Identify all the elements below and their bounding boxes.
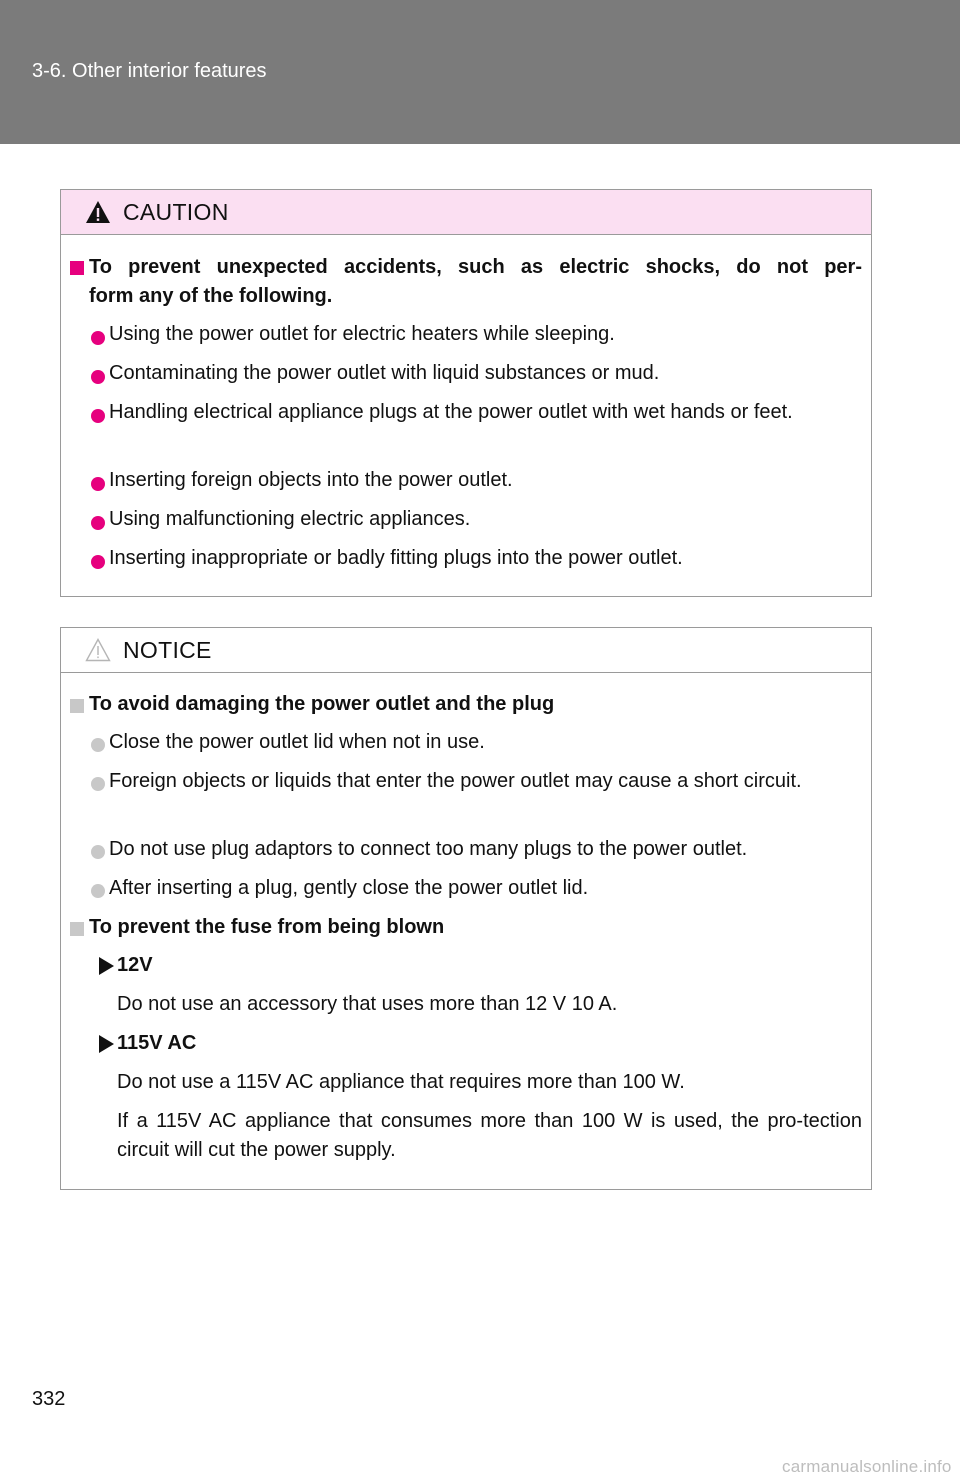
caution-bullet-icon: [91, 555, 105, 569]
caution-bullet-icon: [91, 516, 105, 530]
notice-sub1-heading: 12V: [117, 954, 153, 976]
notice-item: Do not use plug adaptors to connect too many plugs to the power outlet.: [109, 838, 748, 860]
caution-heading: To prevent unexpected accidents, such as electric shocks, do not per- form any of the following.: [89, 256, 862, 307]
page-number: 332: [32, 1388, 66, 1410]
notice-sub2-text2: If a 115V AC appliance that consumes more than 100 W is used, the pro-tection circuit will cut the power supply.: [117, 1110, 862, 1161]
caution-heading-square-icon: [70, 261, 84, 275]
notice-bullet-icon: [91, 884, 105, 898]
caution-bullet-icon: [91, 331, 105, 345]
caution-item: Inserting foreign objects into the power outlet.: [109, 469, 513, 491]
caution-item: Using the power outlet for electric heaters while sleeping.: [109, 323, 615, 345]
notice-label: NOTICE: [123, 636, 212, 663]
notice-sub1-text: Do not use an accessory that uses more than 12 V 10 A.: [117, 993, 618, 1015]
caution-item: Handling electrical appliance plugs at the power outlet with wet hands or feet.: [109, 401, 793, 423]
notice-bullet-icon: [91, 845, 105, 859]
caution-item: Inserting inappropriate or badly fitting plugs into the power outlet.: [109, 547, 683, 569]
notice-header: [61, 628, 871, 673]
arrow-right-icon: [99, 957, 114, 975]
notice-heading-square-icon: [70, 699, 84, 713]
header-band: [0, 0, 960, 144]
notice-item: Close the power outlet lid when not in use.: [109, 731, 485, 753]
section-title: 3-6. Other interior features: [32, 60, 267, 82]
caution-bullet-icon: [91, 477, 105, 491]
notice-section1-heading: To avoid damaging the power outlet and the plug: [89, 693, 555, 715]
watermark: carmanualsonline.info: [782, 1457, 952, 1476]
caution-item: Contaminating the power outlet with liquid substances or mud.: [109, 362, 660, 384]
caution-label: CAUTION: [123, 198, 229, 225]
notice-box: [60, 627, 872, 1190]
warning-triangle-filled-icon: [85, 200, 111, 224]
caution-bullet-icon: [91, 409, 105, 423]
warning-triangle-outline-icon: [85, 638, 111, 662]
caution-item: Using malfunctioning electric appliances.: [109, 508, 471, 530]
caution-header: [61, 190, 871, 235]
notice-heading-square-icon: [70, 922, 84, 936]
notice-item: After inserting a plug, gently close the power outlet lid.: [109, 877, 589, 899]
notice-bullet-icon: [91, 777, 105, 791]
notice-item: Foreign objects or liquids that enter the power outlet may cause a short circuit.: [109, 770, 802, 792]
notice-section2-heading: To prevent the fuse from being blown: [89, 916, 445, 938]
notice-sub2-heading: 115V AC: [117, 1032, 197, 1054]
caution-box: [60, 189, 872, 597]
notice-bullet-icon: [91, 738, 105, 752]
arrow-right-icon: [99, 1035, 114, 1053]
notice-sub2-text1: Do not use a 115V AC appliance that requires more than 100 W.: [117, 1071, 685, 1093]
caution-bullet-icon: [91, 370, 105, 384]
